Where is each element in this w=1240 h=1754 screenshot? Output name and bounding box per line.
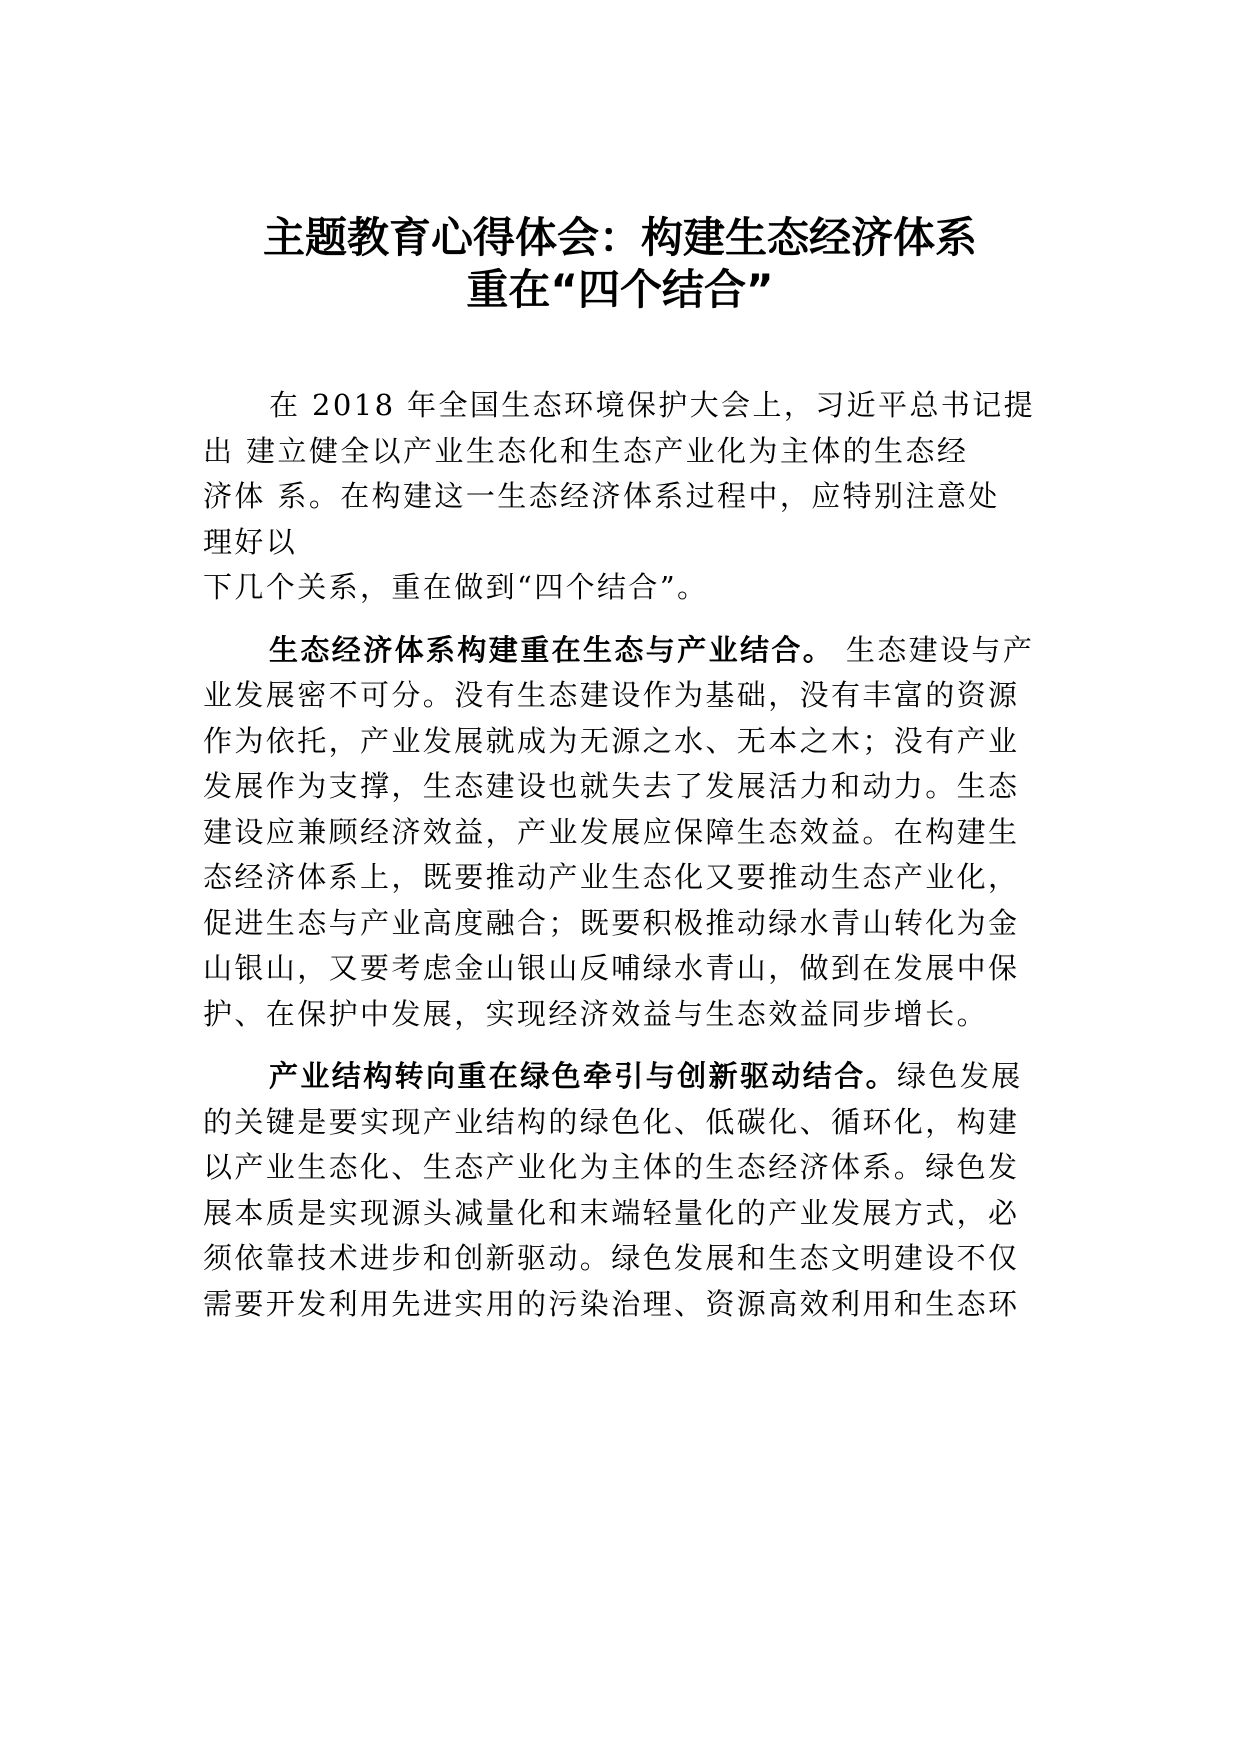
paragraph-1 xyxy=(203,383,1073,611)
paragraph-line: 出 建立健全以产业生态化和生态产业化为主体的生态经 xyxy=(203,433,969,468)
paragraph-line: 以产业生态化、生态产业化为主体的生态经济体系。绿色发 xyxy=(203,1150,1020,1184)
paragraph-text: 绿色发展 xyxy=(897,1059,1023,1093)
paragraph-line: 态经济体系上，既要推动产业生态化又要推动生态产业化， xyxy=(203,860,1020,894)
paragraph-line: 须依靠技术进步和创新驱动。绿色发展和生态文明建设不仅 xyxy=(203,1241,1020,1275)
paragraph-line: 理好以 xyxy=(203,524,298,559)
document-title xyxy=(0,212,1240,316)
paragraph-text: 生态建设与产 xyxy=(834,632,1035,667)
paragraph-lead: 产业结构转向重在绿色牵引与创新驱动结合。 xyxy=(269,1059,898,1093)
paragraph-first-line xyxy=(203,1054,1073,1100)
paragraph-line: 下几个关系，重在做到“四个结合”。 xyxy=(203,570,709,604)
paragraph-line: 作为依托，产业发展就成为无源之水、无本之木；没有产业 xyxy=(203,723,1020,758)
paragraph-line: 的关键是要实现产业结构的绿色化、低碳化、循环化，构建 xyxy=(203,1104,1020,1139)
title-line-1: 主题教育心得体会：构建生态经济体系 xyxy=(262,213,977,262)
paragraph-2 xyxy=(203,628,1073,1038)
paragraph-lead: 生态经济体系构建重在生态与产业结合。 xyxy=(269,632,835,667)
paragraph-line: 展本质是实现源头减量化和末端轻量化的产业发展方式，必 xyxy=(203,1195,1020,1230)
paragraph-line: 建设应兼顾经济效益，产业发展应保障生态效益。在构建生 xyxy=(203,814,1020,849)
paragraph-line: 在 2018 年全国生态环境保护大会上，习近平总书记提 xyxy=(269,388,1036,422)
paragraph-line: 发展作为支撑，生态建设也就失去了发展活力和动力。生态 xyxy=(203,769,1020,803)
paragraph-line: 山银山，又要考虑金山银山反哺绿水青山，做到在发展中保 xyxy=(203,951,1020,985)
paragraph-first-line xyxy=(203,628,1073,674)
paragraph-line: 济体 系。在构建这一生态经济体系过程中，应特别注意处 xyxy=(203,479,1000,513)
title-line-2: 重在“四个结合” xyxy=(466,265,774,314)
paragraph-line: 促进生态与产业高度融合；既要积极推动绿水青山转化为金 xyxy=(203,905,1020,940)
document-body xyxy=(203,383,1073,1327)
paragraph-line: 需要开发利用先进实用的污染治理、资源高效利用和生态环 xyxy=(203,1286,1020,1321)
paragraph-3 xyxy=(203,1054,1073,1327)
paragraph-line: 护、在保护中发展，实现经济效益与生态效益同步增长。 xyxy=(203,996,989,1031)
paragraph-line: 业发展密不可分。没有生态建设作为基础，没有丰富的资源 xyxy=(203,678,1020,712)
